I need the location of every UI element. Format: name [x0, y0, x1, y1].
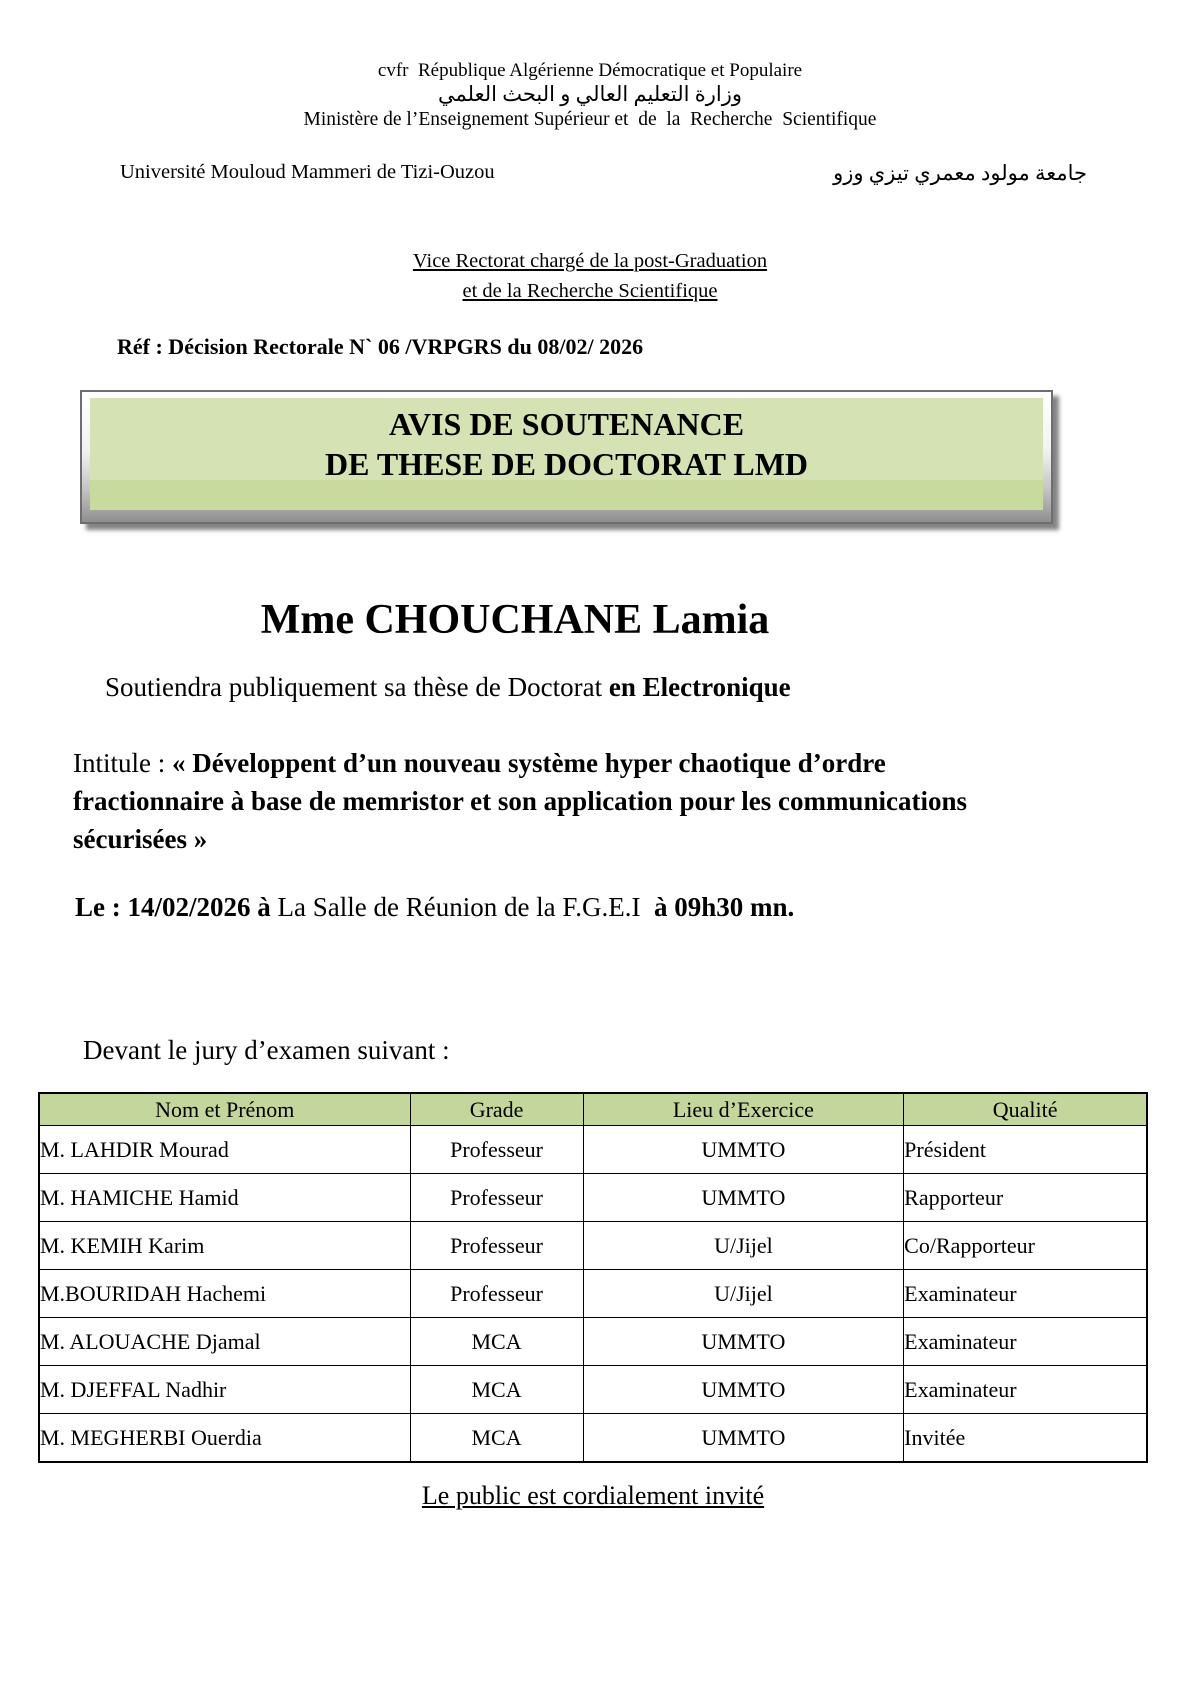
cell-lieu: UMMTO — [583, 1174, 904, 1222]
table-row — [39, 1222, 1147, 1270]
university-name-ar: جامعة مولود معمري تيزي وزو — [833, 161, 1087, 185]
cell-grade: Professeur — [410, 1126, 583, 1174]
table-row — [39, 1126, 1147, 1174]
cell-lieu: UMMTO — [583, 1366, 904, 1414]
thesis-title-paragraph — [73, 744, 1035, 858]
column-header-grade: Grade — [410, 1093, 583, 1126]
cell-grade: Professeur — [410, 1174, 583, 1222]
candidate-name: Mme CHOUCHANE Lamia — [260, 597, 770, 643]
cell-lieu: UMMTO — [583, 1318, 904, 1366]
ref-decision-line: Réf : Décision Rectorale N` 06 /VRPGRS du 08/02/ 2026 — [117, 334, 644, 359]
avis-banner-fill — [90, 398, 1043, 510]
table-row — [39, 1174, 1147, 1222]
cell-qualite: Invitée — [904, 1414, 1147, 1463]
defense-time: à 09h30 mn. — [640, 892, 795, 922]
table-row — [39, 1414, 1147, 1463]
vice-rectorat-line-2: et de la Recherche Scientifique — [462, 280, 718, 302]
republic-header-line: cvfr République Algérienne Démocratique et Populaire — [377, 60, 803, 81]
column-header-nom: Nom et Prénom — [39, 1093, 410, 1126]
cell-nom: M. DJEFFAL Nadhir — [39, 1366, 410, 1414]
cell-nom: M. MEGHERBI Ouerdia — [39, 1414, 410, 1463]
banner-line-2: DE THESE DE DOCTORAT LMD — [324, 446, 809, 482]
cell-lieu: U/Jijel — [583, 1270, 904, 1318]
cell-grade: MCA — [410, 1318, 583, 1366]
jury-table — [38, 1092, 1148, 1463]
cell-qualite: Examinateur — [904, 1366, 1147, 1414]
cell-qualite: Examinateur — [904, 1270, 1147, 1318]
cell-nom: M. KEMIH Karim — [39, 1222, 410, 1270]
cell-grade: Professeur — [410, 1222, 583, 1270]
cell-grade: Professeur — [410, 1270, 583, 1318]
defense-date: Le : 14/02/2026 à — [75, 892, 271, 922]
thesis-title-label: Intitule : — [73, 748, 172, 778]
jury-table-header — [39, 1093, 1147, 1126]
avis-banner — [80, 390, 1053, 524]
footer-note — [38, 1481, 1148, 1511]
university-name-fr: Université Mouloud Mammeri de Tizi-Ouzou — [120, 161, 495, 183]
cell-lieu: UMMTO — [583, 1414, 904, 1463]
cell-lieu: UMMTO — [583, 1126, 904, 1174]
table-row — [39, 1270, 1147, 1318]
defense-place: La Salle de Réunion de la F.G.E.I — [270, 892, 641, 922]
cell-qualite: Président — [904, 1126, 1147, 1174]
cell-nom: M. HAMICHE Hamid — [39, 1174, 410, 1222]
cell-nom: M. LAHDIR Mourad — [39, 1126, 410, 1174]
jury-intro-line: Devant le jury d’examen suivant : — [83, 1035, 450, 1065]
defense-schedule-line — [75, 892, 794, 923]
vice-rectorat-block — [0, 246, 1180, 306]
thesis-title-text: « Développent d’un nouveau système hyper chaotique d’ordre fractionnaire à base de memristor et son application pour les communications sécurisées » — [73, 748, 974, 854]
ministry-line-arabic: وزارة التعليم العالي و البحث العلمي — [438, 82, 742, 106]
table-row — [39, 1366, 1147, 1414]
footer-text: Le public est cordialement invité — [421, 1481, 765, 1510]
ministry-line-french: Ministère de l’Enseignement Supérieur et de la Recherche Scientifique — [303, 109, 877, 130]
cell-lieu: U/Jijel — [583, 1222, 904, 1270]
vice-rectorat-line-1: Vice Rectorat chargé de la post-Graduation — [412, 250, 768, 272]
university-row — [120, 161, 1087, 186]
column-header-qualite: Qualité — [904, 1093, 1147, 1126]
intro-text: Soutiendra publiquement sa thèse de Doctorat — [105, 672, 609, 702]
cell-nom: M.BOURIDAH Hachemi — [39, 1270, 410, 1318]
cell-qualite: Co/Rapporteur — [904, 1222, 1147, 1270]
intro-specialty: en Electronique — [608, 672, 791, 702]
table-row — [39, 1318, 1147, 1366]
cell-qualite: Examinateur — [904, 1318, 1147, 1366]
cell-grade: MCA — [410, 1366, 583, 1414]
jury-header-row — [39, 1093, 1147, 1126]
cell-qualite: Rapporteur — [904, 1174, 1147, 1222]
defense-intro-line — [105, 672, 791, 703]
column-header-lieu: Lieu d’Exercice — [583, 1093, 904, 1126]
cell-grade: MCA — [410, 1414, 583, 1463]
banner-line-1: AVIS DE SOUTENANCE — [388, 406, 745, 442]
cell-nom: M. ALOUACHE Djamal — [39, 1318, 410, 1366]
